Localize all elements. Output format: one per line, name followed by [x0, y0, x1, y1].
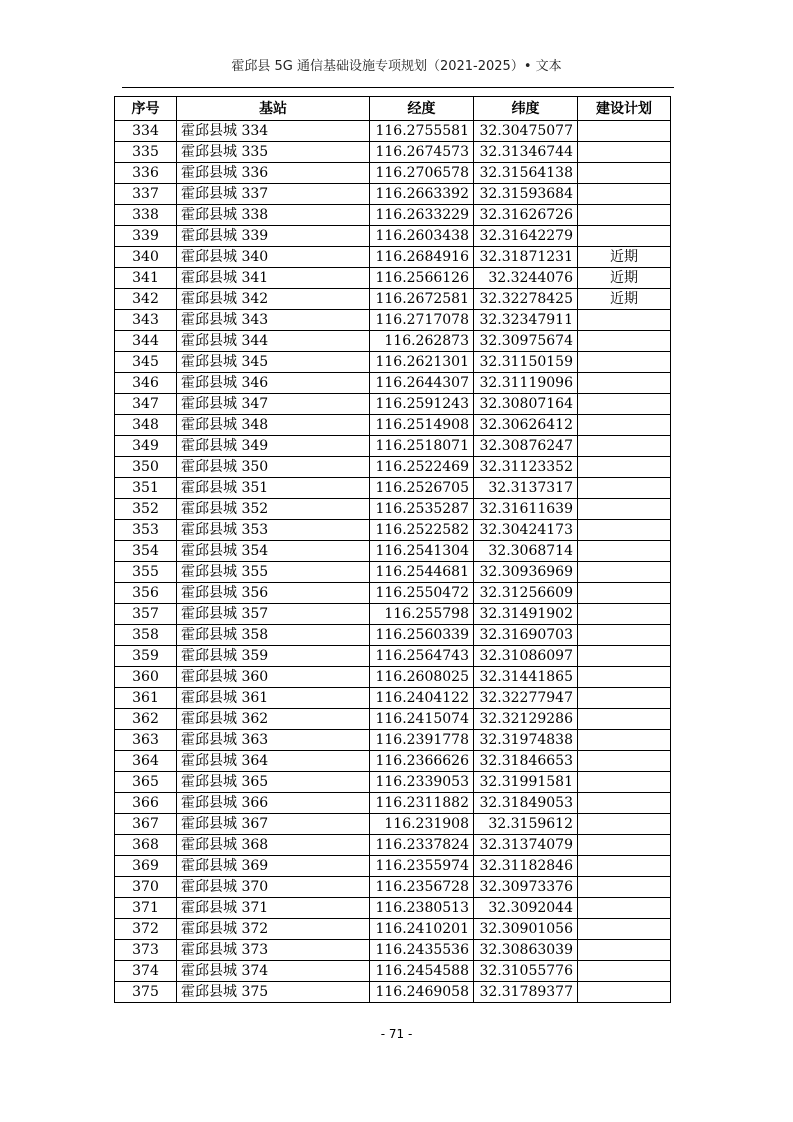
table-body — [115, 121, 671, 1003]
cell-plan — [578, 436, 671, 457]
cell-plan — [578, 835, 671, 856]
cell-station-name: 霍邱县城 358 — [177, 625, 370, 646]
cell-seq: 362 — [115, 709, 177, 730]
cell-plan — [578, 457, 671, 478]
cell-station-name: 霍邱县城 336 — [177, 163, 370, 184]
cell-station-name: 霍邱县城 356 — [177, 583, 370, 604]
cell-latitude: 32.31346744 — [474, 142, 578, 163]
table-row — [115, 961, 671, 982]
cell-seq: 351 — [115, 478, 177, 499]
cell-station-name: 霍邱县城 357 — [177, 604, 370, 625]
cell-plan — [578, 394, 671, 415]
table-row — [115, 331, 671, 352]
table-row — [115, 877, 671, 898]
cell-longitude: 116.2564743 — [370, 646, 474, 667]
cell-station-name: 霍邱县城 359 — [177, 646, 370, 667]
cell-longitude: 116.2311882 — [370, 793, 474, 814]
cell-plan — [578, 520, 671, 541]
cell-longitude: 116.2337824 — [370, 835, 474, 856]
cell-longitude: 116.2674573 — [370, 142, 474, 163]
cell-station-name: 霍邱县城 364 — [177, 751, 370, 772]
cell-latitude: 32.31441865 — [474, 667, 578, 688]
cell-station-name: 霍邱县城 353 — [177, 520, 370, 541]
cell-station-name: 霍邱县城 335 — [177, 142, 370, 163]
cell-longitude: 116.2755581 — [370, 121, 474, 142]
cell-station-name: 霍邱县城 346 — [177, 373, 370, 394]
cell-plan — [578, 940, 671, 961]
cell-station-name: 霍邱县城 354 — [177, 541, 370, 562]
cell-seq: 348 — [115, 415, 177, 436]
cell-seq: 364 — [115, 751, 177, 772]
cell-plan — [578, 919, 671, 940]
table-row — [115, 184, 671, 205]
table-row — [115, 709, 671, 730]
cell-longitude: 116.2522469 — [370, 457, 474, 478]
cell-seq: 363 — [115, 730, 177, 751]
cell-longitude: 116.2544681 — [370, 562, 474, 583]
cell-longitude: 116.2522582 — [370, 520, 474, 541]
table-row — [115, 457, 671, 478]
cell-longitude: 116.2706578 — [370, 163, 474, 184]
cell-longitude: 116.2355974 — [370, 856, 474, 877]
cell-latitude: 32.31150159 — [474, 352, 578, 373]
table-row — [115, 793, 671, 814]
table-row — [115, 562, 671, 583]
cell-station-name: 霍邱县城 349 — [177, 436, 370, 457]
cell-seq: 375 — [115, 982, 177, 1003]
cell-plan — [578, 814, 671, 835]
cell-latitude: 32.30424173 — [474, 520, 578, 541]
cell-seq: 347 — [115, 394, 177, 415]
table-row — [115, 772, 671, 793]
cell-plan — [578, 226, 671, 247]
cell-station-name: 霍邱县城 340 — [177, 247, 370, 268]
cell-plan — [578, 688, 671, 709]
cell-longitude: 116.2435536 — [370, 940, 474, 961]
column-header-station: 基站 — [177, 97, 370, 121]
table-row — [115, 289, 671, 310]
cell-latitude: 32.31974838 — [474, 730, 578, 751]
cell-longitude: 116.2608025 — [370, 667, 474, 688]
cell-seq: 340 — [115, 247, 177, 268]
cell-longitude: 116.2454588 — [370, 961, 474, 982]
cell-plan — [578, 373, 671, 394]
cell-latitude: 32.31564138 — [474, 163, 578, 184]
cell-station-name: 霍邱县城 347 — [177, 394, 370, 415]
cell-latitude: 32.31256609 — [474, 583, 578, 604]
cell-station-name: 霍邱县城 344 — [177, 331, 370, 352]
cell-longitude: 116.2518071 — [370, 436, 474, 457]
table-row — [115, 436, 671, 457]
cell-seq: 355 — [115, 562, 177, 583]
cell-latitude: 32.31846653 — [474, 751, 578, 772]
table-row — [115, 730, 671, 751]
base-station-table — [114, 96, 671, 1003]
cell-station-name: 霍邱县城 341 — [177, 268, 370, 289]
cell-station-name: 霍邱县城 337 — [177, 184, 370, 205]
cell-station-name: 霍邱县城 366 — [177, 793, 370, 814]
cell-seq: 365 — [115, 772, 177, 793]
cell-plan — [578, 751, 671, 772]
cell-longitude: 116.2380513 — [370, 898, 474, 919]
cell-station-name: 霍邱县城 350 — [177, 457, 370, 478]
cell-longitude: 116.2663392 — [370, 184, 474, 205]
cell-seq: 335 — [115, 142, 177, 163]
table-row — [115, 583, 671, 604]
cell-latitude: 32.31182846 — [474, 856, 578, 877]
cell-plan: 近期 — [578, 289, 671, 310]
cell-latitude: 32.30807164 — [474, 394, 578, 415]
table-row — [115, 919, 671, 940]
cell-plan: 近期 — [578, 247, 671, 268]
cell-longitude: 116.2391778 — [370, 730, 474, 751]
cell-latitude: 32.31055776 — [474, 961, 578, 982]
cell-longitude: 116.2550472 — [370, 583, 474, 604]
cell-latitude: 32.31123352 — [474, 457, 578, 478]
cell-longitude: 116.2469058 — [370, 982, 474, 1003]
cell-longitude: 116.2684916 — [370, 247, 474, 268]
cell-plan — [578, 667, 671, 688]
cell-latitude: 32.30475077 — [474, 121, 578, 142]
cell-seq: 345 — [115, 352, 177, 373]
cell-longitude: 116.2603438 — [370, 226, 474, 247]
cell-latitude: 32.31789377 — [474, 982, 578, 1003]
cell-seq: 336 — [115, 163, 177, 184]
cell-longitude: 116.2356728 — [370, 877, 474, 898]
cell-plan — [578, 184, 671, 205]
cell-latitude: 32.31374079 — [474, 835, 578, 856]
cell-latitude: 32.31119096 — [474, 373, 578, 394]
cell-longitude: 116.255798 — [370, 604, 474, 625]
cell-longitude: 116.2339053 — [370, 772, 474, 793]
table-row — [115, 541, 671, 562]
cell-station-name: 霍邱县城 361 — [177, 688, 370, 709]
cell-latitude: 32.30863039 — [474, 940, 578, 961]
cell-latitude: 32.3244076 — [474, 268, 578, 289]
cell-seq: 374 — [115, 961, 177, 982]
cell-seq: 352 — [115, 499, 177, 520]
cell-latitude: 32.31593684 — [474, 184, 578, 205]
cell-plan — [578, 793, 671, 814]
page-number: - 71 - — [380, 1027, 413, 1041]
table-row — [115, 394, 671, 415]
cell-plan — [578, 310, 671, 331]
cell-seq: 356 — [115, 583, 177, 604]
cell-longitude: 116.262873 — [370, 331, 474, 352]
cell-seq: 339 — [115, 226, 177, 247]
cell-seq: 343 — [115, 310, 177, 331]
column-header-latitude: 纬度 — [474, 97, 578, 121]
cell-seq: 368 — [115, 835, 177, 856]
cell-seq: 366 — [115, 793, 177, 814]
table-row — [115, 310, 671, 331]
cell-station-name: 霍邱县城 348 — [177, 415, 370, 436]
cell-station-name: 霍邱县城 369 — [177, 856, 370, 877]
cell-station-name: 霍邱县城 351 — [177, 478, 370, 499]
cell-seq: 342 — [115, 289, 177, 310]
cell-station-name: 霍邱县城 372 — [177, 919, 370, 940]
table-row — [115, 751, 671, 772]
cell-longitude: 116.2633229 — [370, 205, 474, 226]
cell-longitude: 116.2621301 — [370, 352, 474, 373]
cell-latitude: 32.31849053 — [474, 793, 578, 814]
table-row — [115, 163, 671, 184]
cell-plan — [578, 625, 671, 646]
cell-plan — [578, 583, 671, 604]
cell-station-name: 霍邱县城 343 — [177, 310, 370, 331]
cell-longitude: 116.2514908 — [370, 415, 474, 436]
cell-longitude: 116.2566126 — [370, 268, 474, 289]
page-header-title: 霍邱县 5G 通信基础设施专项规划（2021-2025）• 文本 — [231, 59, 562, 74]
cell-plan — [578, 604, 671, 625]
cell-seq: 350 — [115, 457, 177, 478]
cell-latitude: 32.32347911 — [474, 310, 578, 331]
cell-seq: 360 — [115, 667, 177, 688]
cell-plan — [578, 646, 671, 667]
cell-seq: 371 — [115, 898, 177, 919]
table-row — [115, 856, 671, 877]
cell-latitude: 32.3068714 — [474, 541, 578, 562]
cell-station-name: 霍邱县城 365 — [177, 772, 370, 793]
table-row — [115, 814, 671, 835]
table-row — [115, 625, 671, 646]
cell-plan — [578, 730, 671, 751]
table-row — [115, 268, 671, 289]
cell-station-name: 霍邱县城 355 — [177, 562, 370, 583]
table-row — [115, 352, 671, 373]
table-row — [115, 982, 671, 1003]
table-header-row — [115, 97, 671, 121]
table-row — [115, 205, 671, 226]
cell-plan — [578, 709, 671, 730]
cell-longitude: 116.2672581 — [370, 289, 474, 310]
cell-plan — [578, 877, 671, 898]
cell-station-name: 霍邱县城 338 — [177, 205, 370, 226]
cell-station-name: 霍邱县城 370 — [177, 877, 370, 898]
cell-plan — [578, 898, 671, 919]
cell-latitude: 32.32278425 — [474, 289, 578, 310]
cell-plan — [578, 562, 671, 583]
table-row — [115, 688, 671, 709]
column-header-plan: 建设计划 — [578, 97, 671, 121]
table-row — [115, 940, 671, 961]
cell-plan — [578, 541, 671, 562]
cell-plan: 近期 — [578, 268, 671, 289]
cell-latitude: 32.31626726 — [474, 205, 578, 226]
cell-plan — [578, 499, 671, 520]
cell-seq: 338 — [115, 205, 177, 226]
cell-plan — [578, 415, 671, 436]
cell-station-name: 霍邱县城 368 — [177, 835, 370, 856]
table-row — [115, 415, 671, 436]
cell-longitude: 116.2541304 — [370, 541, 474, 562]
cell-plan — [578, 352, 671, 373]
cell-station-name: 霍邱县城 367 — [177, 814, 370, 835]
cell-longitude: 116.2366626 — [370, 751, 474, 772]
cell-latitude: 32.31690703 — [474, 625, 578, 646]
cell-seq: 373 — [115, 940, 177, 961]
cell-latitude: 32.30876247 — [474, 436, 578, 457]
cell-station-name: 霍邱县城 363 — [177, 730, 370, 751]
cell-seq: 344 — [115, 331, 177, 352]
cell-latitude: 32.30901056 — [474, 919, 578, 940]
cell-plan — [578, 121, 671, 142]
cell-longitude: 116.2591243 — [370, 394, 474, 415]
cell-plan — [578, 163, 671, 184]
table-row — [115, 142, 671, 163]
cell-plan — [578, 982, 671, 1003]
table-row — [115, 835, 671, 856]
cell-latitude: 32.30936969 — [474, 562, 578, 583]
cell-longitude: 116.2526705 — [370, 478, 474, 499]
cell-longitude: 116.2644307 — [370, 373, 474, 394]
cell-longitude: 116.2560339 — [370, 625, 474, 646]
cell-seq: 334 — [115, 121, 177, 142]
cell-station-name: 霍邱县城 345 — [177, 352, 370, 373]
cell-station-name: 霍邱县城 360 — [177, 667, 370, 688]
cell-latitude: 32.3137317 — [474, 478, 578, 499]
table-row — [115, 247, 671, 268]
cell-station-name: 霍邱县城 352 — [177, 499, 370, 520]
cell-latitude: 32.31642279 — [474, 226, 578, 247]
cell-latitude: 32.31871231 — [474, 247, 578, 268]
cell-plan — [578, 331, 671, 352]
cell-station-name: 霍邱县城 371 — [177, 898, 370, 919]
cell-seq: 357 — [115, 604, 177, 625]
cell-seq: 346 — [115, 373, 177, 394]
cell-plan — [578, 478, 671, 499]
cell-station-name: 霍邱县城 373 — [177, 940, 370, 961]
table-row — [115, 121, 671, 142]
cell-latitude: 32.32129286 — [474, 709, 578, 730]
cell-longitude: 116.2410201 — [370, 919, 474, 940]
cell-latitude: 32.31611639 — [474, 499, 578, 520]
cell-seq: 367 — [115, 814, 177, 835]
cell-latitude: 32.3159612 — [474, 814, 578, 835]
cell-station-name: 霍邱县城 374 — [177, 961, 370, 982]
cell-seq: 349 — [115, 436, 177, 457]
cell-latitude: 32.31491902 — [474, 604, 578, 625]
cell-seq: 369 — [115, 856, 177, 877]
cell-latitude: 32.31991581 — [474, 772, 578, 793]
cell-station-name: 霍邱县城 362 — [177, 709, 370, 730]
cell-seq: 359 — [115, 646, 177, 667]
cell-latitude: 32.3092044 — [474, 898, 578, 919]
cell-latitude: 32.32277947 — [474, 688, 578, 709]
table-row — [115, 373, 671, 394]
table-row — [115, 646, 671, 667]
cell-station-name: 霍邱县城 375 — [177, 982, 370, 1003]
cell-seq: 372 — [115, 919, 177, 940]
cell-longitude: 116.231908 — [370, 814, 474, 835]
cell-station-name: 霍邱县城 342 — [177, 289, 370, 310]
cell-latitude: 32.30626412 — [474, 415, 578, 436]
cell-plan — [578, 772, 671, 793]
cell-station-name: 霍邱县城 334 — [177, 121, 370, 142]
cell-seq: 337 — [115, 184, 177, 205]
cell-seq: 341 — [115, 268, 177, 289]
cell-seq: 358 — [115, 625, 177, 646]
cell-seq: 370 — [115, 877, 177, 898]
cell-longitude: 116.2535287 — [370, 499, 474, 520]
cell-seq: 353 — [115, 520, 177, 541]
column-header-seq: 序号 — [115, 97, 177, 121]
cell-latitude: 32.30973376 — [474, 877, 578, 898]
table-row — [115, 499, 671, 520]
cell-plan — [578, 961, 671, 982]
cell-station-name: 霍邱县城 339 — [177, 226, 370, 247]
table-row — [115, 520, 671, 541]
cell-seq: 354 — [115, 541, 177, 562]
cell-seq: 361 — [115, 688, 177, 709]
table-row — [115, 667, 671, 688]
table-row — [115, 898, 671, 919]
cell-latitude: 32.31086097 — [474, 646, 578, 667]
cell-plan — [578, 205, 671, 226]
table-row — [115, 604, 671, 625]
column-header-longitude: 经度 — [370, 97, 474, 121]
table-row — [115, 478, 671, 499]
header-divider — [122, 87, 674, 88]
cell-plan — [578, 142, 671, 163]
cell-plan — [578, 856, 671, 877]
cell-longitude: 116.2415074 — [370, 709, 474, 730]
cell-longitude: 116.2717078 — [370, 310, 474, 331]
table-row — [115, 226, 671, 247]
cell-latitude: 32.30975674 — [474, 331, 578, 352]
cell-longitude: 116.2404122 — [370, 688, 474, 709]
